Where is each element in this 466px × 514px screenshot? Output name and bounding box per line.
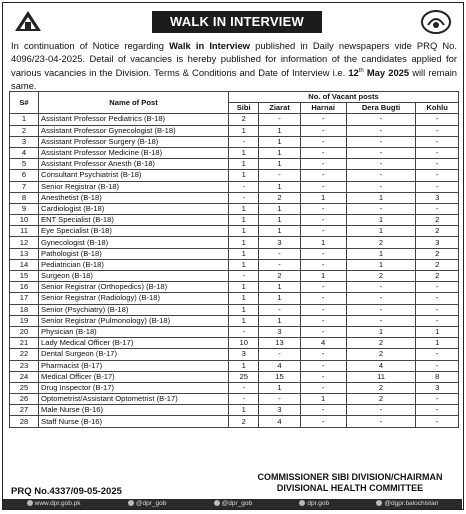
vacancy-count: 1 <box>229 147 259 158</box>
vacancy-count: 1 <box>259 293 300 304</box>
table-row <box>10 416 459 427</box>
post-name: ENT Specialist (B-18) <box>39 215 229 226</box>
vacancy-count: - <box>346 293 416 304</box>
vacancy-count: 2 <box>229 416 259 427</box>
prq-number: PRQ No.4337/09-05-2025 <box>11 486 122 497</box>
header-district: Dera Bugti <box>346 103 416 114</box>
vacancy-count: - <box>259 394 300 405</box>
row-number: 9 <box>10 203 39 214</box>
row-number: 15 <box>10 271 39 282</box>
post-name: Assistant Professor Medicine (B-18) <box>39 147 229 158</box>
vacancy-count: 2 <box>416 226 459 237</box>
row-number: 19 <box>10 315 39 326</box>
vacancy-count: - <box>300 136 346 147</box>
table-row <box>10 304 459 315</box>
vacancy-count: 4 <box>259 360 300 371</box>
header-district: Harnai <box>300 103 346 114</box>
post-name: Senior Registrar (Orthopedics) (B-18) <box>39 282 229 293</box>
row-number: 20 <box>10 326 39 337</box>
table-row <box>10 349 459 360</box>
post-name: Cardiologist (B-18) <box>39 203 229 214</box>
row-number: 10 <box>10 215 39 226</box>
vacancy-count: - <box>416 405 459 416</box>
vacancy-count: - <box>416 282 459 293</box>
vacancy-count: 3 <box>259 326 300 337</box>
vacancy-count: 3 <box>259 405 300 416</box>
vacancy-count: 1 <box>229 293 259 304</box>
row-number: 3 <box>10 136 39 147</box>
vacancy-count: 1 <box>229 304 259 315</box>
vacancy-count: 1 <box>346 326 416 337</box>
vacancy-count: 3 <box>416 382 459 393</box>
vacancy-count: 1 <box>229 237 259 248</box>
header-district: Ziarat <box>259 103 300 114</box>
vacancy-count: 2 <box>416 271 459 282</box>
vacancy-count: - <box>346 159 416 170</box>
vacancy-count: 2 <box>416 215 459 226</box>
vacancy-count: 2 <box>346 237 416 248</box>
post-name: Staff Nurse (B-16) <box>39 416 229 427</box>
post-name: Dental Surgeon (B-17) <box>39 349 229 360</box>
table-row <box>10 271 459 282</box>
post-name: Lady Medical Officer (B-17) <box>39 338 229 349</box>
vacancy-count: - <box>259 114 300 125</box>
vacancy-count: 1 <box>346 248 416 259</box>
table-row <box>10 159 459 170</box>
vacancy-count: 4 <box>259 416 300 427</box>
vacancy-count: - <box>300 147 346 158</box>
vacancy-count: 1 <box>346 259 416 270</box>
vacancy-count: - <box>416 114 459 125</box>
vacancy-count: 3 <box>416 237 459 248</box>
vacancy-count: - <box>300 248 346 259</box>
row-number: 8 <box>10 192 39 203</box>
vacancy-count: 3 <box>416 192 459 203</box>
row-number: 6 <box>10 170 39 181</box>
post-name: Optometrist/Assistant Optometrist (B-17) <box>39 394 229 405</box>
balochistan-emblem-icon <box>11 9 45 35</box>
vacancy-count: 1 <box>229 125 259 136</box>
header-district: Kohlu <box>416 103 459 114</box>
vacancy-count: 2 <box>346 349 416 360</box>
vacancy-count: - <box>300 226 346 237</box>
row-number: 13 <box>10 248 39 259</box>
post-name: Senior Registrar (Pulmonology) (B-18) <box>39 315 229 326</box>
vacancy-count: 1 <box>259 159 300 170</box>
vacancy-count: - <box>259 304 300 315</box>
vacancy-count: 1 <box>259 125 300 136</box>
advertisement <box>2 2 464 510</box>
vacancy-count: - <box>229 181 259 192</box>
vacancy-count: - <box>259 259 300 270</box>
vacancy-count: 2 <box>416 259 459 270</box>
vacancy-count: - <box>416 136 459 147</box>
table-row <box>10 382 459 393</box>
social-item[interactable]: @dgpr.balochistan <box>376 499 438 509</box>
post-name: Physician (B-18) <box>39 326 229 337</box>
row-number: 11 <box>10 226 39 237</box>
vacancy-count: - <box>416 349 459 360</box>
vacancy-count: 4 <box>346 360 416 371</box>
post-name: Senior Registrar (Radiology) (B-18) <box>39 293 229 304</box>
instagram-icon <box>214 500 220 506</box>
row-number: 12 <box>10 237 39 248</box>
vacancy-count: - <box>229 271 259 282</box>
table-row <box>10 114 459 125</box>
table-row <box>10 203 459 214</box>
vacancy-count: - <box>259 170 300 181</box>
row-number: 24 <box>10 371 39 382</box>
facebook-icon <box>299 500 305 506</box>
social-item[interactable]: @dpr_gob <box>128 499 166 509</box>
row-number: 27 <box>10 405 39 416</box>
vacancy-count: 1 <box>229 215 259 226</box>
vacancy-count: 1 <box>416 338 459 349</box>
vacancy-count: 1 <box>259 181 300 192</box>
vacancy-count: - <box>346 114 416 125</box>
vacancy-count: 1 <box>229 170 259 181</box>
globe-icon <box>27 500 33 506</box>
vacancy-count: 15 <box>259 371 300 382</box>
vacancy-count: - <box>300 315 346 326</box>
row-number: 22 <box>10 349 39 360</box>
vacancy-count: - <box>416 416 459 427</box>
vacancy-count: - <box>346 181 416 192</box>
vacancy-count: 2 <box>346 271 416 282</box>
post-name: Assistant Professor Anesth (B-18) <box>39 159 229 170</box>
issuing-authority <box>245 472 455 494</box>
row-number: 18 <box>10 304 39 315</box>
vacancy-count: - <box>300 259 346 270</box>
table-row <box>10 405 459 416</box>
post-name: Medical Officer (B-17) <box>39 371 229 382</box>
vacancy-count: 1 <box>259 215 300 226</box>
vacancy-count: 1 <box>229 226 259 237</box>
vacancy-count: 8 <box>416 371 459 382</box>
vacancy-count: - <box>416 293 459 304</box>
vacancy-count: 1 <box>259 136 300 147</box>
vacancy-count: 1 <box>416 326 459 337</box>
vacancy-count: - <box>300 382 346 393</box>
vacancy-count: - <box>229 136 259 147</box>
vacancy-count: 2 <box>416 248 459 259</box>
row-number: 2 <box>10 125 39 136</box>
vacancy-count: - <box>300 360 346 371</box>
table-row <box>10 259 459 270</box>
vacancy-count: - <box>416 304 459 315</box>
post-name: Senior Registrar (B-18) <box>39 181 229 192</box>
row-number: 5 <box>10 159 39 170</box>
post-name: Assistant Professor Surgery (B-18) <box>39 136 229 147</box>
vacancy-count: 2 <box>346 394 416 405</box>
vacancy-count: 1 <box>346 215 416 226</box>
table-row <box>10 326 459 337</box>
header-vacant-posts: No. of Vacant posts <box>229 92 459 103</box>
vacancy-count: 3 <box>259 237 300 248</box>
vacancy-count: - <box>346 304 416 315</box>
vacancy-count: 1 <box>259 382 300 393</box>
vacancy-count: 1 <box>229 405 259 416</box>
vacancy-count: - <box>346 170 416 181</box>
row-number: 28 <box>10 416 39 427</box>
header-district: Sibi <box>229 103 259 114</box>
post-name: Pharmacist (B-17) <box>39 360 229 371</box>
vacancy-table <box>9 91 459 428</box>
vacancy-count: - <box>346 203 416 214</box>
vacancy-count: 1 <box>346 226 416 237</box>
vacancy-count: 13 <box>259 338 300 349</box>
vacancy-count: - <box>416 125 459 136</box>
post-name: Consultant Psychiatrist (B-18) <box>39 170 229 181</box>
vacancy-count: 1 <box>259 203 300 214</box>
social-item[interactable]: @dpr_gob <box>214 499 252 509</box>
vacancy-count: 4 <box>300 338 346 349</box>
table-row <box>10 315 459 326</box>
vacancy-count: - <box>300 326 346 337</box>
vacancy-count: 2 <box>346 382 416 393</box>
table-row <box>10 248 459 259</box>
vacancy-count: 2 <box>259 192 300 203</box>
table-row <box>10 136 459 147</box>
vacancy-count: 1 <box>229 360 259 371</box>
post-name: Male Nurse (B-16) <box>39 405 229 416</box>
row-number: 4 <box>10 147 39 158</box>
vacancy-count: 2 <box>229 114 259 125</box>
vacancy-count: 25 <box>229 371 259 382</box>
table-row <box>10 282 459 293</box>
row-number: 23 <box>10 360 39 371</box>
table-row <box>10 293 459 304</box>
header-sr: S# <box>10 92 39 114</box>
vacancy-count: - <box>229 326 259 337</box>
vacancy-count: 1 <box>300 237 346 248</box>
post-name: Surgeon (B-18) <box>39 271 229 282</box>
row-number: 14 <box>10 259 39 270</box>
social-item[interactable]: www.dpr.gob.pk <box>27 499 81 509</box>
vacancy-count: - <box>416 170 459 181</box>
table-row <box>10 360 459 371</box>
vacancy-count: 1 <box>229 203 259 214</box>
authority-line: DIVISIONAL HEALTH COMMITTEE <box>276 483 424 493</box>
vacancy-count: - <box>346 282 416 293</box>
vacancy-count: - <box>300 181 346 192</box>
vacancy-count: - <box>229 382 259 393</box>
vacancy-count: 1 <box>259 147 300 158</box>
authority-line: COMMISSIONER SIBI DIVISION/CHAIRMAN <box>257 472 443 482</box>
x-icon <box>128 500 134 506</box>
post-name: Assistant Professor Pediatrics (B-18) <box>39 114 229 125</box>
youtube-icon <box>376 500 382 506</box>
vacancy-count: 1 <box>229 315 259 326</box>
vacancy-count: - <box>300 349 346 360</box>
vacancy-count: 1 <box>229 248 259 259</box>
vacancy-count: - <box>300 170 346 181</box>
vacancy-count: - <box>300 371 346 382</box>
table-row <box>10 237 459 248</box>
post-name: Pathologist (B-18) <box>39 248 229 259</box>
table-row <box>10 394 459 405</box>
vacancy-count: - <box>300 159 346 170</box>
vacancy-count: - <box>300 203 346 214</box>
vacancy-count: 3 <box>229 349 259 360</box>
post-name: Pediatrician (B-18) <box>39 259 229 270</box>
vacancy-count: - <box>346 315 416 326</box>
table-row <box>10 147 459 158</box>
post-name: Assistant Professor Gynecologist (B-18) <box>39 125 229 136</box>
vacancy-count: 1 <box>229 159 259 170</box>
vacancy-count: - <box>346 147 416 158</box>
vacancy-count: - <box>416 360 459 371</box>
page-title: WALK IN INTERVIEW <box>152 11 322 33</box>
vacancy-count: 1 <box>229 282 259 293</box>
vacancy-count: - <box>300 405 346 416</box>
vacancy-count: - <box>300 125 346 136</box>
social-bar <box>3 499 462 509</box>
row-number: 26 <box>10 394 39 405</box>
post-name: Gynecologist (B-18) <box>39 237 229 248</box>
vacancy-count: 1 <box>229 259 259 270</box>
table-row <box>10 226 459 237</box>
social-item[interactable]: dpr.gob <box>299 499 329 509</box>
vacancy-count: - <box>300 293 346 304</box>
table-row <box>10 192 459 203</box>
row-number: 1 <box>10 114 39 125</box>
vacancy-count: 1 <box>346 192 416 203</box>
table-row <box>10 125 459 136</box>
vacancy-count: 1 <box>300 271 346 282</box>
vacancy-count: - <box>416 315 459 326</box>
table-row <box>10 371 459 382</box>
table-row <box>10 181 459 192</box>
vacancy-count: 1 <box>300 394 346 405</box>
table-row <box>10 170 459 181</box>
vacancy-count: 10 <box>229 338 259 349</box>
vacancy-count: - <box>416 147 459 158</box>
header-post: Name of Post <box>39 92 229 114</box>
post-name: Eye Specialist (B-18) <box>39 226 229 237</box>
vacancy-count: - <box>300 114 346 125</box>
vacancy-count: - <box>300 282 346 293</box>
vacancy-count: - <box>416 159 459 170</box>
table-row <box>10 338 459 349</box>
vacancy-count: - <box>229 192 259 203</box>
vacancy-count: 1 <box>259 282 300 293</box>
vacancy-count: - <box>346 416 416 427</box>
vacancy-count: - <box>300 416 346 427</box>
vacancy-count: - <box>259 349 300 360</box>
notice-text: In continuation of Notice regarding Walk in Interview published in Daily newspapers vide PRQ No. 4096/23-04-2025. Detail of vacancies is hereby published for information of the candidates applied for various vacancies in the Division. Terms & Conditions and Date of Interview i.e. 12th May 2025 will remain same. <box>11 40 457 91</box>
post-name: Drug Inspector (B-17) <box>39 382 229 393</box>
vacancy-count: 11 <box>346 371 416 382</box>
post-name: Anesthetist (B-18) <box>39 192 229 203</box>
post-name: Senior (Psychiatry) (B-18) <box>39 304 229 315</box>
vacancy-count: - <box>346 136 416 147</box>
vacancy-count: - <box>416 203 459 214</box>
vacancy-count: 1 <box>300 192 346 203</box>
vacancy-count: - <box>259 248 300 259</box>
vacancy-count: 2 <box>346 338 416 349</box>
row-number: 16 <box>10 282 39 293</box>
row-number: 17 <box>10 293 39 304</box>
vacancy-count: - <box>229 394 259 405</box>
table-row <box>10 215 459 226</box>
vacancy-count: 2 <box>259 271 300 282</box>
vacancy-count: - <box>416 394 459 405</box>
government-seal-icon <box>419 9 453 35</box>
row-number: 7 <box>10 181 39 192</box>
vacancy-count: - <box>416 181 459 192</box>
row-number: 25 <box>10 382 39 393</box>
vacancy-count: - <box>300 304 346 315</box>
vacancy-count: - <box>300 215 346 226</box>
vacancy-count: - <box>346 125 416 136</box>
vacancy-count: - <box>346 405 416 416</box>
vacancy-count: 1 <box>259 226 300 237</box>
vacancy-count: 1 <box>259 315 300 326</box>
row-number: 21 <box>10 338 39 349</box>
